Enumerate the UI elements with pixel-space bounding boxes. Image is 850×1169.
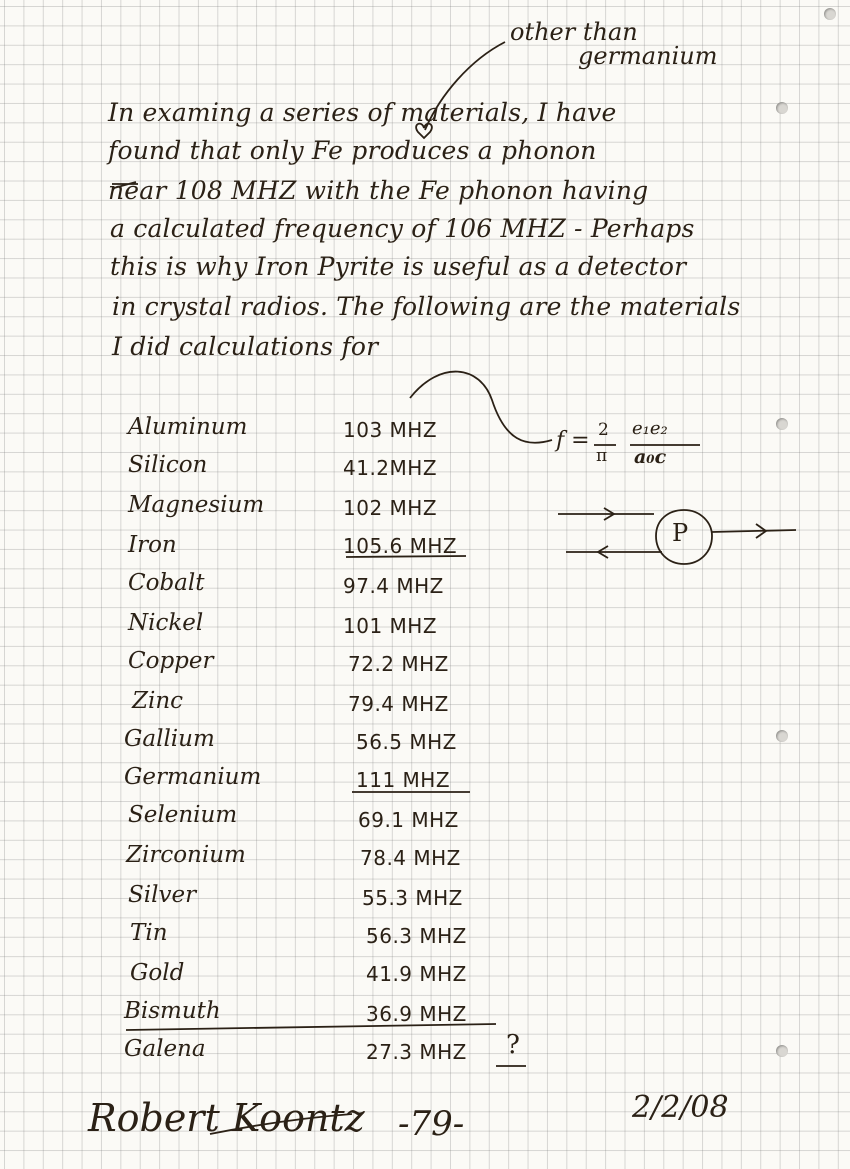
formula-frac1-numerator: 2	[598, 420, 609, 440]
formula-lhs: f =	[556, 428, 590, 453]
formula-frac2-numerator: e₁e₂	[632, 418, 668, 439]
material-frequency: 72.2 MHZ	[348, 652, 449, 676]
intro-line-3: near 108 MHZ with the Fe phonon having	[108, 176, 649, 205]
material-name: Nickel	[128, 610, 204, 636]
strikeout	[112, 182, 138, 188]
material-frequency: 41.9 MHZ	[366, 962, 467, 986]
material-frequency: 105.6 MHZ	[343, 534, 458, 558]
margin-annotation-line-2: germanium	[578, 42, 718, 70]
date: 2/2/08	[632, 1090, 729, 1125]
galena-frequency: 27.3 MHZ	[366, 1040, 467, 1064]
material-name: Aluminum	[128, 414, 248, 440]
material-frequency: 36.9 MHZ	[366, 1002, 467, 1026]
material-frequency: 101 MHZ	[343, 614, 438, 638]
material-name: Selenium	[128, 802, 238, 828]
material-frequency: 55.3 MHZ	[362, 886, 463, 910]
material-frequency: 103 MHZ	[343, 418, 438, 442]
intro-line-4: a calculated frequency of 106 MHZ - Perhaps	[110, 214, 695, 243]
iron-underline	[346, 556, 466, 557]
intro-line-7: I did calculations for	[112, 332, 379, 361]
material-frequency: 69.1 MHZ	[358, 808, 459, 832]
material-name: Copper	[128, 648, 214, 674]
material-frequency: 97.4 MHZ	[343, 574, 444, 598]
output-arrow	[712, 530, 796, 532]
material-frequency: 78.4 MHZ	[360, 846, 461, 870]
material-frequency: 111 MHZ	[356, 768, 451, 792]
annotation-pointer	[425, 42, 505, 130]
material-name: Germanium	[124, 764, 262, 790]
material-name: Cobalt	[128, 570, 205, 596]
margin-annotation-line-1: other than	[510, 18, 638, 46]
material-frequency: 102 MHZ	[343, 496, 438, 520]
formula-frac1-denominator: π	[596, 446, 608, 466]
material-frequency: 56.3 MHZ	[366, 924, 467, 948]
question-mark: ?	[506, 1030, 520, 1060]
material-name: Gold	[130, 960, 185, 986]
material-name: Silver	[128, 882, 197, 908]
diagram-circle	[656, 510, 712, 564]
formula-frac2-denominator: a₀c	[634, 446, 667, 468]
material-name: Bismuth	[124, 998, 221, 1024]
material-name: Silicon	[128, 452, 208, 478]
material-name: Magnesium	[128, 492, 265, 518]
material-frequency: 79.4 MHZ	[348, 692, 449, 716]
material-name: Iron	[128, 532, 177, 558]
diagram-label: P	[672, 519, 689, 547]
material-name: Tin	[130, 920, 168, 946]
formula-connector	[410, 372, 552, 443]
insertion-caret	[416, 124, 432, 138]
galena-name: Galena	[124, 1036, 206, 1062]
material-frequency: 56.5 MHZ	[356, 730, 457, 754]
material-name: Gallium	[124, 726, 215, 752]
intro-line-2: found that only Fe produces a phonon	[108, 136, 597, 165]
intro-line-5: this is why Iron Pyrite is useful as a detector	[110, 252, 687, 281]
signature: Robert Koontz	[88, 1096, 365, 1140]
page-number: -79-	[398, 1104, 465, 1144]
intro-line-1: In examing a series of materials, I have	[108, 98, 617, 127]
material-name: Zirconium	[126, 842, 246, 868]
signature-flourish	[210, 1114, 352, 1134]
intro-line-6: in crystal radios. The following are the materials	[112, 292, 741, 321]
table-separator	[126, 1024, 496, 1030]
material-frequency: 41.2MHZ	[343, 456, 438, 480]
material-name: Zinc	[132, 688, 184, 714]
